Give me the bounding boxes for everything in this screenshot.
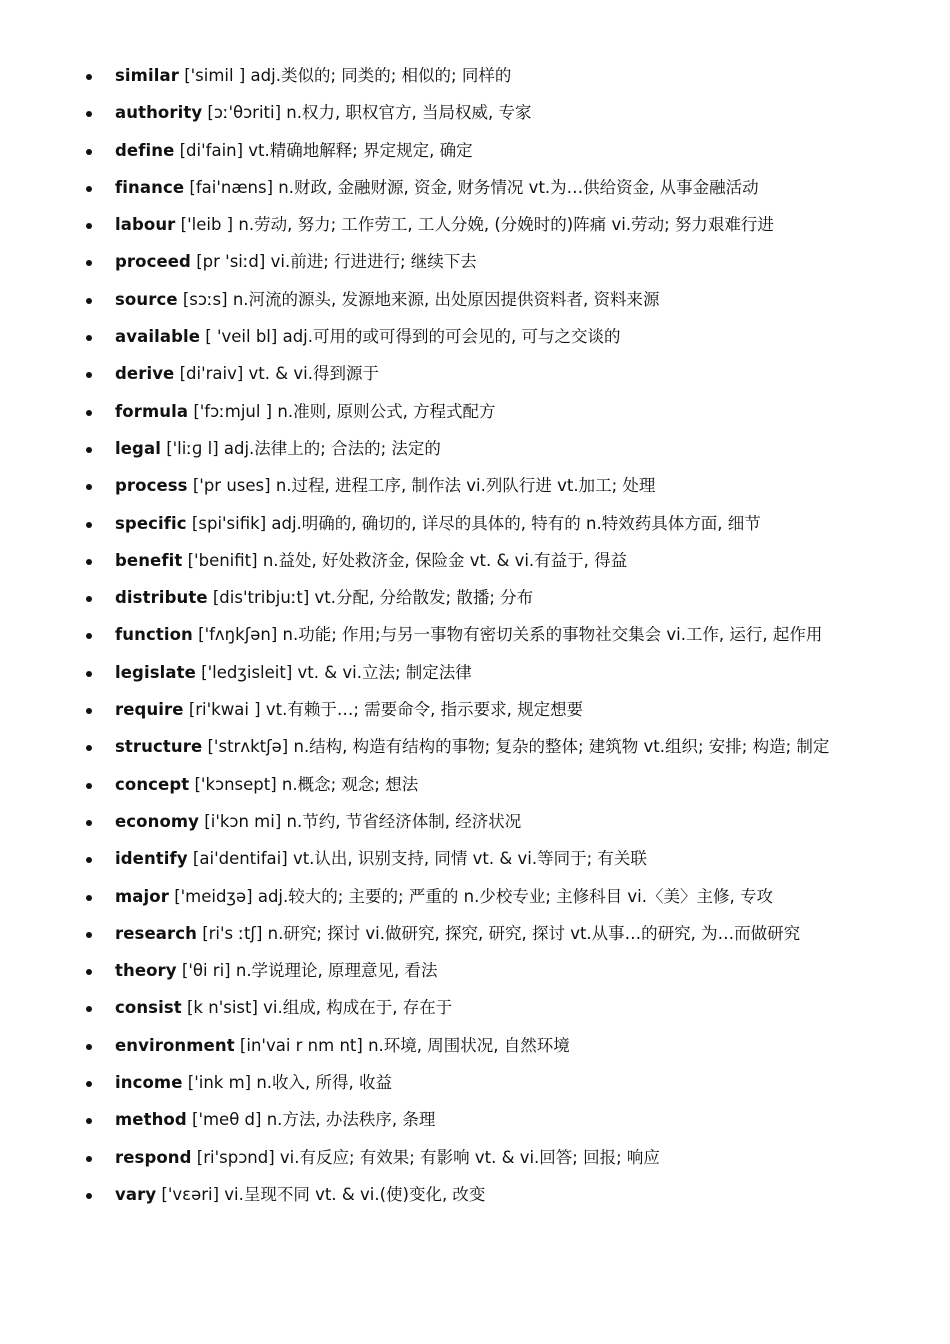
vocab-word: vary	[115, 1184, 157, 1204]
vocab-entry	[0, 470, 950, 507]
bullet-icon	[86, 335, 92, 341]
vocab-definition: n.功能; 作用;与另一事物有密切关系的事物社交集会 vi.工作, 运行, 起作用	[282, 625, 823, 645]
vocab-entry	[0, 246, 950, 283]
vocab-phonetic: ['liːɡ l]	[160, 438, 224, 458]
vocab-word: theory	[115, 961, 177, 981]
vocab-phonetic: ['θi ri]	[176, 961, 236, 981]
vocab-definition: vt.认出, 识别支持, 同情 vt. & vi.等同于; 有关联	[292, 849, 647, 869]
bullet-icon	[86, 932, 92, 938]
vocab-phonetic: [ai'dentifai]	[187, 849, 293, 869]
vocab-phonetic: [pr 'siːd]	[190, 252, 271, 272]
vocab-entry	[0, 1030, 950, 1067]
bullet-icon	[86, 74, 92, 80]
bullet-icon	[86, 895, 92, 901]
bullet-icon	[86, 186, 92, 192]
bullet-icon	[86, 372, 92, 378]
vocab-entry	[0, 1104, 950, 1141]
vocab-phonetic: [dis'tribjuːt]	[207, 588, 315, 608]
vocab-definition: n.劳动, 努力; 工作劳工, 工人分娩, (分娩时的)阵痛 vi.劳动; 努力艰难行进	[238, 215, 774, 235]
bullet-icon	[86, 1081, 92, 1087]
vocab-definition: vt. & vi.得到源于	[248, 364, 379, 384]
bullet-icon	[86, 1193, 92, 1199]
vocab-entry	[0, 582, 950, 619]
vocab-phonetic: ['meidʒə]	[168, 886, 258, 906]
vocab-word: formula	[115, 401, 189, 421]
vocab-definition: vt. & vi.立法; 制定法律	[297, 662, 472, 682]
vocab-entry	[0, 769, 950, 806]
vocab-word: benefit	[115, 550, 183, 570]
vocab-definition: n.方法, 办法秩序, 条理	[266, 1110, 436, 1130]
vocab-word: labour	[115, 215, 176, 235]
vocab-phonetic: ['ledʒisleit]	[195, 662, 298, 682]
vocab-word: major	[115, 886, 169, 906]
vocab-entry	[0, 918, 950, 955]
bullet-icon	[86, 1118, 92, 1124]
bullet-icon	[86, 1006, 92, 1012]
vocab-entry	[0, 97, 950, 134]
vocab-word: identify	[115, 849, 188, 869]
vocab-definition: n.收入, 所得, 收益	[256, 1073, 393, 1093]
vocab-definition: n.节约, 节省经济体制, 经济状况	[286, 811, 522, 831]
vocab-entry	[0, 396, 950, 433]
bullet-icon	[86, 783, 92, 789]
vocab-entry	[0, 209, 950, 246]
vocab-word: similar	[115, 66, 179, 85]
bullet-icon	[86, 1044, 92, 1050]
vocab-word: proceed	[115, 252, 191, 272]
vocab-word: economy	[115, 811, 200, 831]
vocab-entry	[0, 1067, 950, 1104]
vocab-definition: n.概念; 观念; 想法	[281, 774, 419, 794]
vocab-word: consist	[115, 998, 182, 1018]
vocab-entry	[0, 657, 950, 694]
vocab-phonetic: [ɔː'θɔriti]	[202, 103, 287, 123]
vocab-entry	[0, 135, 950, 172]
vocab-entry	[0, 843, 950, 880]
vocab-definition: n.环境, 周围状况, 自然环境	[368, 1035, 570, 1055]
bullet-icon	[86, 223, 92, 229]
vocab-entry	[0, 881, 950, 918]
vocab-definition: vt.有赖于…; 需要命令, 指示要求, 规定想要	[265, 700, 584, 720]
vocab-entry	[0, 172, 950, 209]
vocab-word: research	[115, 923, 197, 943]
vocab-word: require	[115, 700, 184, 720]
bullet-icon	[86, 1156, 92, 1162]
vocab-phonetic: [ 'veil bl]	[200, 327, 283, 347]
vocab-entry	[0, 1142, 950, 1179]
vocab-phonetic: ['simil ]	[178, 66, 251, 85]
vocab-word: concept	[115, 774, 190, 794]
vocab-definition: adj.可用的或可得到的可会见的, 可与之交谈的	[282, 327, 621, 347]
vocab-definition: n.财政, 金融财源, 资金, 财务情况 vt.为…供给资金, 从事金融活动	[278, 177, 759, 197]
vocab-phonetic: [k n'sist]	[181, 998, 264, 1018]
vocab-definition: adj.法律上的; 合法的; 法定的	[223, 438, 441, 458]
vocab-word: authority	[115, 103, 203, 123]
bullet-icon	[86, 857, 92, 863]
vocab-phonetic: [ri'spɔnd]	[191, 1147, 280, 1167]
vocab-phonetic: ['strʌktʃə]	[202, 737, 294, 757]
vocab-entry	[0, 358, 950, 395]
vocab-phonetic: ['fʌŋkʃən]	[192, 625, 283, 645]
bullet-icon	[86, 111, 92, 117]
vocab-phonetic: [ri's ːtʃ]	[196, 923, 268, 943]
vocab-phonetic: ['fɔːmjul ]	[188, 401, 278, 421]
vocab-phonetic: ['meθ d]	[186, 1110, 267, 1130]
vocabulary-list	[0, 60, 950, 1216]
vocab-entry	[0, 60, 950, 97]
vocab-entry	[0, 992, 950, 1029]
vocab-definition: n.研究; 探讨 vi.做研究, 探究, 研究, 探讨 vt.从事…的研究, 为…而做研究	[267, 923, 801, 943]
bullet-icon	[86, 298, 92, 304]
vocab-phonetic: [ri'kwai ]	[183, 700, 266, 720]
vocab-word: legal	[115, 438, 161, 458]
vocab-phonetic: [fai'næns]	[184, 177, 279, 197]
vocab-definition: n.结构, 构造有结构的事物; 复杂的整体; 建筑物 vt.组织; 安排; 构造; 制定	[293, 737, 830, 757]
vocab-entry	[0, 545, 950, 582]
vocab-phonetic: [i'kɔn mi]	[199, 811, 287, 831]
vocab-word: legislate	[115, 662, 196, 682]
bullet-icon	[86, 410, 92, 416]
vocab-word: respond	[115, 1147, 192, 1167]
vocab-entry	[0, 321, 950, 358]
vocab-definition: vi.呈现不同 vt. & vi.(使)变化, 改变	[224, 1184, 486, 1204]
vocab-word: specific	[115, 513, 187, 533]
vocab-definition: n.过程, 进程工序, 制作法 vi.列队行进 vt.加工; 处理	[275, 476, 656, 496]
bullet-icon	[86, 484, 92, 490]
vocab-definition: n.权力, 职权官方, 当局权威, 专家	[286, 103, 532, 123]
vocab-phonetic: ['leib ]	[175, 215, 239, 235]
vocab-word: derive	[115, 364, 175, 384]
vocab-definition: vi.组成, 构成在于, 存在于	[263, 998, 453, 1018]
bullet-icon	[86, 820, 92, 826]
vocab-phonetic: ['kɔnsept]	[189, 774, 282, 794]
vocab-entry	[0, 433, 950, 470]
vocab-definition: adj.明确的, 确切的, 详尽的具体的, 特有的 n.特效药具体方面, 细节	[271, 513, 761, 533]
vocab-definition: vi.有反应; 有效果; 有影响 vt. & vi.回答; 回报; 响应	[279, 1147, 660, 1167]
vocab-word: finance	[115, 177, 185, 197]
vocab-word: define	[115, 140, 175, 160]
vocab-word: available	[115, 327, 201, 347]
vocab-word: distribute	[115, 588, 208, 608]
vocab-phonetic: [di'fain]	[174, 140, 249, 160]
vocab-word: function	[115, 625, 193, 645]
vocab-definition: vi.前进; 行进进行; 继续下去	[270, 252, 477, 272]
bullet-icon	[86, 559, 92, 565]
vocab-definition: adj.较大的; 主要的; 严重的 n.少校专业; 主修科目 vi.〈美〉主修, 专攻	[257, 886, 773, 906]
vocab-entry	[0, 1179, 950, 1216]
bullet-icon	[86, 745, 92, 751]
vocab-entry	[0, 508, 950, 545]
vocab-entry	[0, 284, 950, 321]
bullet-icon	[86, 708, 92, 714]
vocab-word: process	[115, 476, 188, 496]
vocab-entry	[0, 694, 950, 731]
vocab-word: structure	[115, 737, 203, 757]
vocab-word: income	[115, 1073, 183, 1093]
vocab-phonetic: ['vɛəri]	[156, 1184, 225, 1204]
vocab-word: environment	[115, 1035, 235, 1055]
bullet-icon	[86, 969, 92, 975]
vocab-phonetic: ['pr uses]	[187, 476, 276, 496]
vocab-definition: n.学说理论, 原理意见, 看法	[235, 961, 438, 981]
vocab-definition: n.益处, 好处救济金, 保险金 vt. & vi.有益于, 得益	[262, 550, 628, 570]
vocab-entry	[0, 955, 950, 992]
vocab-phonetic: [spi'sifik]	[186, 513, 272, 533]
vocab-definition: vt.精确地解释; 界定规定, 确定	[248, 140, 473, 160]
vocab-entry	[0, 619, 950, 656]
vocab-definition: n.准则, 原则公式, 方程式配方	[277, 401, 496, 421]
vocab-phonetic: [di'raiv]	[174, 364, 249, 384]
bullet-icon	[86, 671, 92, 677]
vocab-phonetic: ['benifit]	[182, 550, 263, 570]
vocab-definition: adj.类似的; 同类的; 相似的; 同样的	[250, 66, 512, 85]
bullet-icon	[86, 522, 92, 528]
vocab-entry	[0, 731, 950, 768]
bullet-icon	[86, 149, 92, 155]
vocab-phonetic: [sɔːs]	[177, 289, 233, 309]
bullet-icon	[86, 447, 92, 453]
vocab-phonetic: ['ink m]	[182, 1073, 257, 1093]
bullet-icon	[86, 633, 92, 639]
vocab-word: method	[115, 1110, 187, 1130]
vocab-definition: vt.分配, 分给散发; 散播; 分布	[314, 588, 534, 608]
vocab-definition: n.河流的源头, 发源地来源, 出处原因提供资料者, 资料来源	[232, 289, 660, 309]
bullet-icon	[86, 260, 92, 266]
vocab-word: source	[115, 289, 178, 309]
vocab-entry	[0, 806, 950, 843]
bullet-icon	[86, 596, 92, 602]
vocab-phonetic: [in'vai r nm nt]	[234, 1035, 369, 1055]
